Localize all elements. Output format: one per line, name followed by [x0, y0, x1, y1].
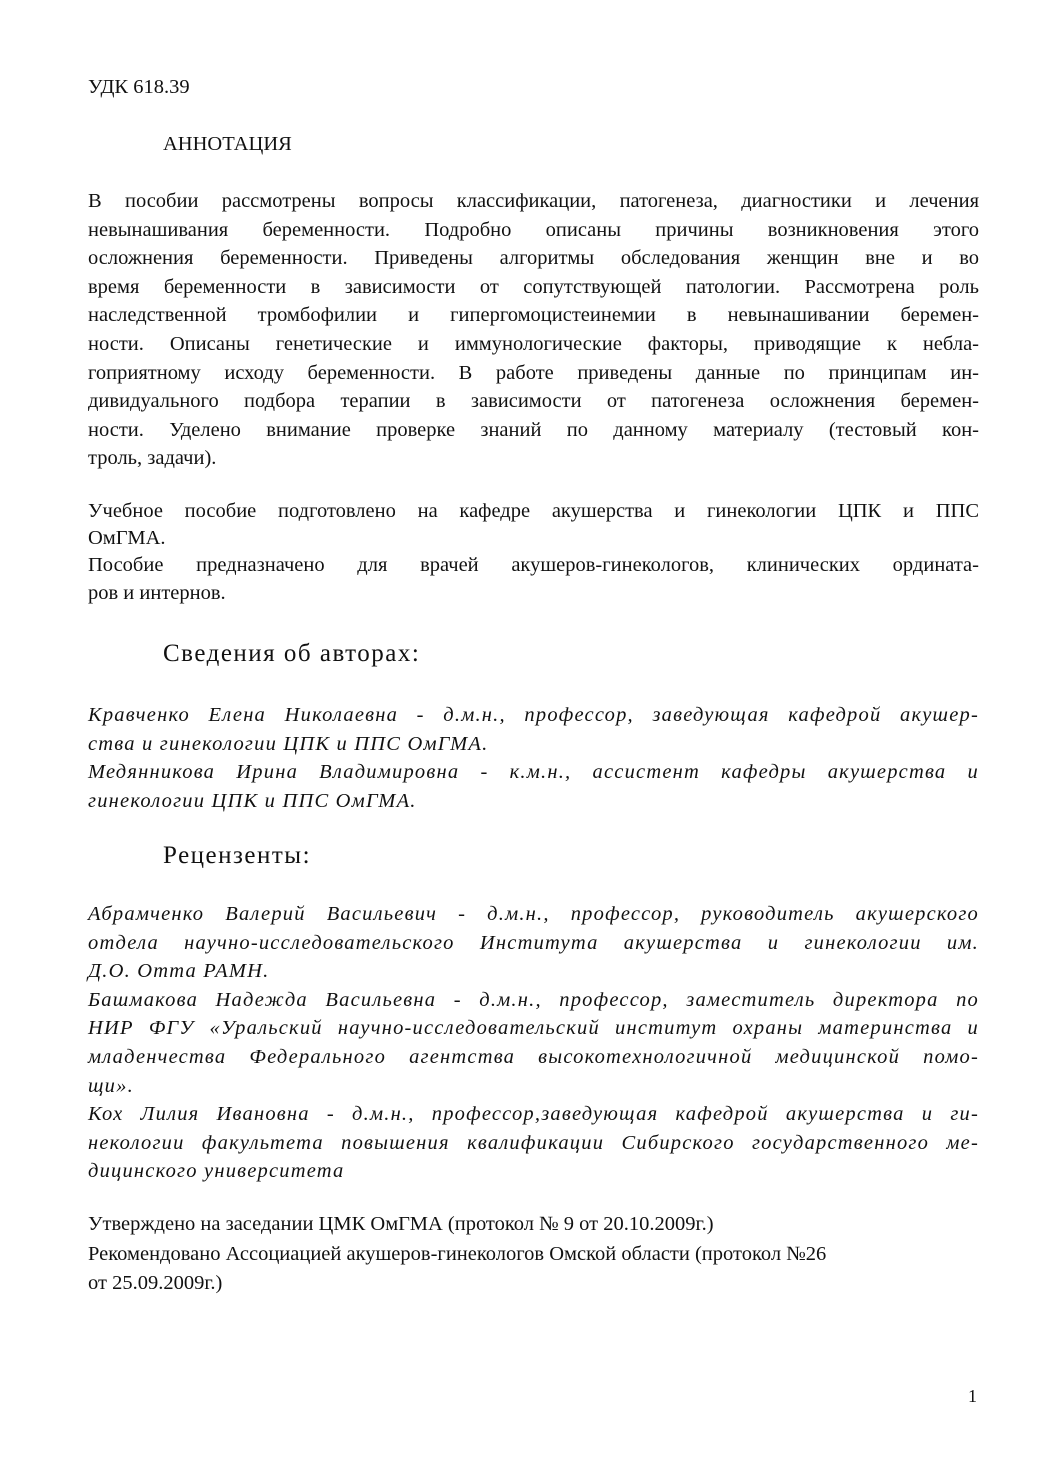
reviewers-heading: Рецензенты: — [163, 842, 312, 869]
purpose-paragraph — [88, 498, 979, 607]
text-line: ров и интернов. — [88, 581, 226, 604]
author-entry: ства и гинекологии ЦПК и ППС ОмГМА. — [88, 732, 489, 755]
text-line: ОмГМА. — [88, 527, 166, 550]
authors-heading: Сведения об авторах: — [163, 640, 421, 667]
text-line: невынашивания беременности. Подробно описаны причины возникновения этого — [88, 218, 979, 241]
text-line: ности. Описаны генетические и иммунологические факторы, приводящие к небла- — [88, 332, 979, 355]
annotation-paragraph — [88, 187, 979, 473]
text-line: гоприятному исходу беременности. В работе приведены данные по принципам ин- — [88, 361, 979, 384]
author-entry: Кравченко Елена Николаевна - д.м.н., профессор, заведующая кафедрой акушер- — [88, 704, 979, 726]
reviewer-entry: младенчества Федерального агентства высокотехнологичной медицинской помо- — [88, 1045, 979, 1068]
text-line: наследственной тромбофилии и гипергомоцистеинемии в невынашивании беремен- — [88, 304, 979, 327]
approval-block — [88, 1210, 979, 1299]
reviewer-entry: отдела научно-исследовательского Института акушерства и гинекологии им. — [88, 931, 979, 954]
text-line: Пособие предназначено для врачей акушеров-гинекологов, клинических ордината- — [88, 554, 979, 577]
reviewer-entry: Абрамченко Валерий Васильевич - д.м.н., профессор, руководитель акушерского — [88, 903, 979, 925]
text-line: ности. Уделено внимание проверке знаний по данному материалу (тестовый кон- — [88, 418, 979, 441]
author-entry: гинекологии ЦПК и ППС ОмГМА. — [88, 789, 417, 812]
reviewer-entry: некологии факультета повышения квалификации Сибирского государственного ме- — [88, 1131, 979, 1154]
annotation-heading: АННОТАЦИЯ — [163, 133, 292, 155]
author-entry: Медянникова Ирина Владимировна - к.м.н., ассистент кафедры акушерства и — [88, 761, 979, 783]
reviewers-list — [88, 900, 979, 1186]
udk-code: УДК 618.39 — [88, 76, 190, 98]
reviewer-entry: дицинского университета — [88, 1160, 345, 1183]
text-line: В пособии рассмотрены вопросы классификации, патогенеза, диагностики и лечения — [88, 190, 979, 212]
reviewer-entry: Башмакова Надежда Васильевна - д.м.н., профессор, заместитель директора по — [88, 988, 979, 1011]
reviewer-entry: НИР ФГУ «Уральский научно-исследовательский институт охраны материнства и — [88, 1017, 979, 1040]
page-number: 1 — [968, 1386, 977, 1406]
authors-list — [88, 701, 979, 815]
text-line: Утверждено на заседании ЦМК ОмГМА (протокол № 9 от 20.10.2009г.) — [88, 1213, 714, 1235]
text-line: от 25.09.2009г.) — [88, 1272, 223, 1294]
reviewer-entry: Д.О. Отта РАМН. — [88, 960, 270, 983]
reviewer-entry: щи». — [88, 1074, 134, 1097]
text-line: Учебное пособие подготовлено на кафедре акушерства и гинекологии ЦПК и ППС — [88, 500, 979, 522]
text-line: Рекомендовано Ассоциацией акушеров-гинекологов Омской области (протокол №26 — [88, 1242, 827, 1265]
text-line: осложнения беременности. Приведены алгоритмы обследования женщин вне и во — [88, 247, 979, 270]
text-line: дивидуального подбора терапии в зависимости от патогенеза осложнения беремен- — [88, 390, 979, 413]
text-line: время беременности в зависимости от сопутствующей патологии. Рассмотрена роль — [88, 275, 979, 298]
reviewer-entry: Кох Лилия Ивановна - д.м.н., профессор,заведующая кафедрой акушерства и ги- — [88, 1103, 979, 1126]
text-line: троль, задачи). — [88, 447, 217, 470]
